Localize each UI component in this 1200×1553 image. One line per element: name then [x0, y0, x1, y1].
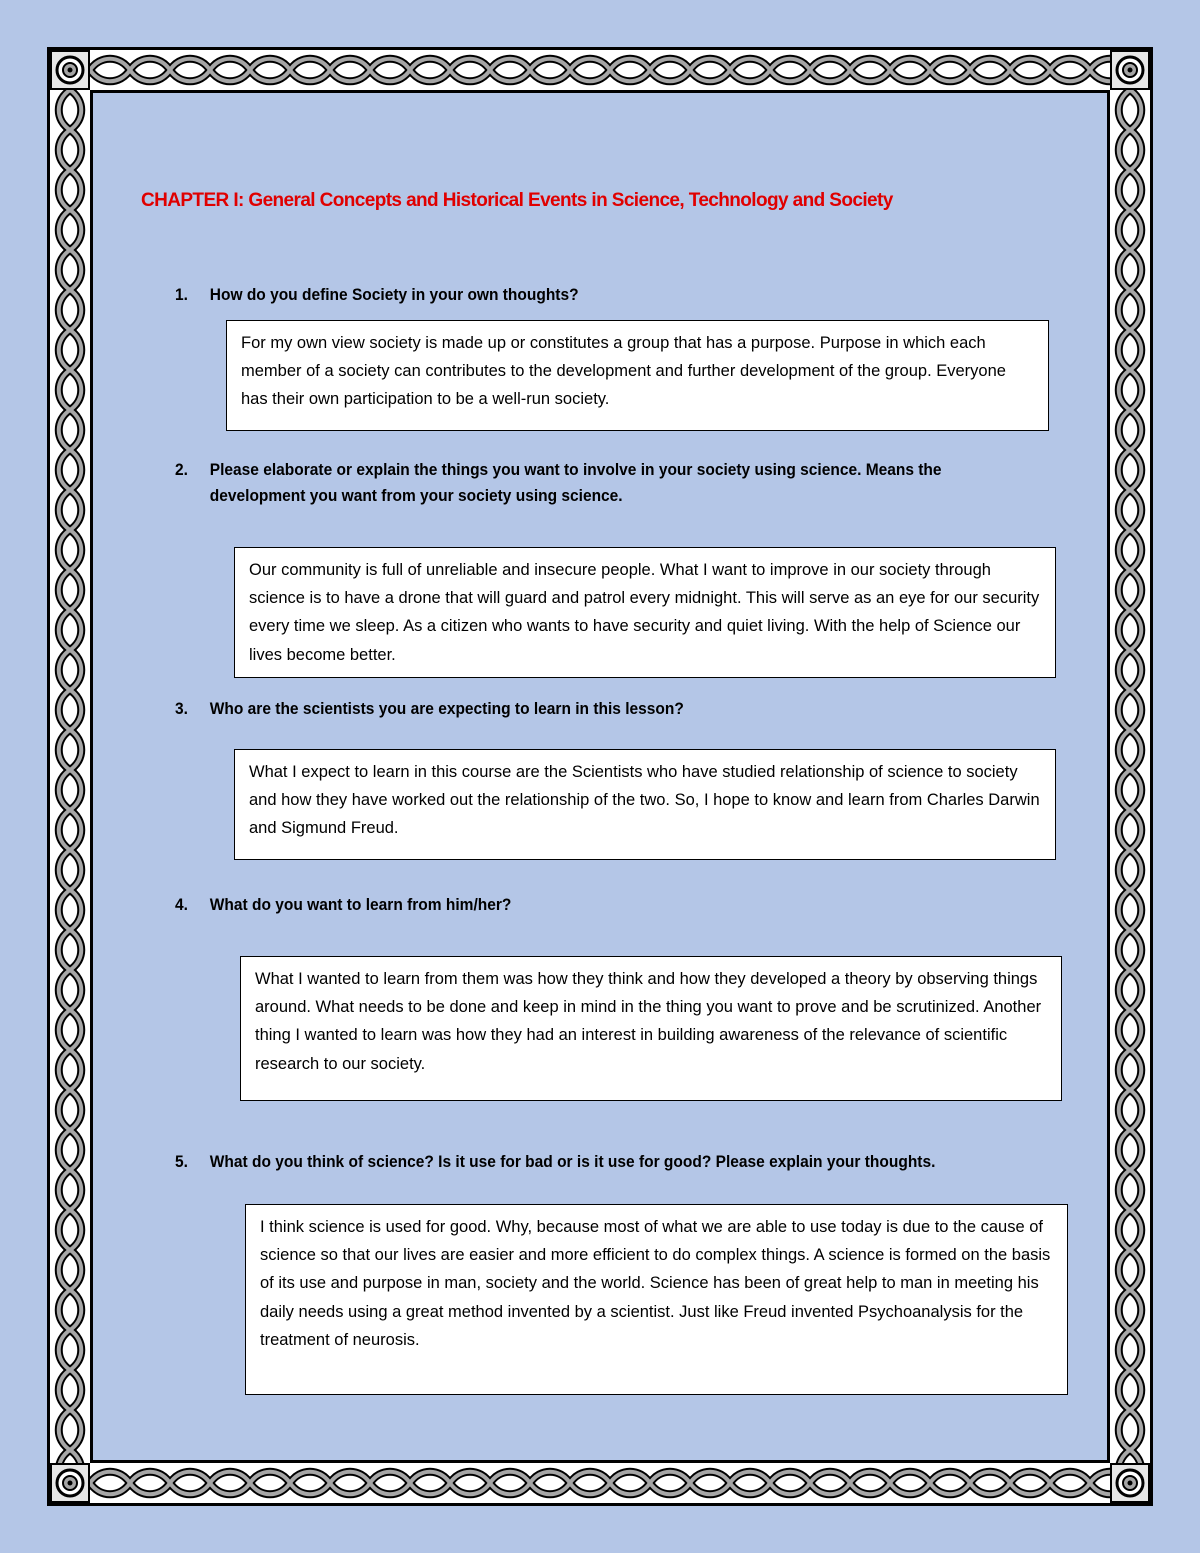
question-number: 5. — [175, 1153, 188, 1171]
border-chain-left — [50, 50, 90, 1503]
question-4 — [175, 892, 1002, 918]
question-text: How do you define Society in your own thoughts? — [209, 286, 579, 304]
question-text: Please elaborate or explain the things you want to involve in your society using science. Means the development you want from your society using science. — [209, 461, 942, 505]
question-1 — [175, 282, 1002, 308]
answer-box-5: I think science is used for good. Why, because most of what we are able to use today is due to the cause of science so that our lives are easier and more efficient to do complex things. A science is formed on the basis of its use and purpose in man, society and the world. Science has been of great help to man in meeting his daily needs using a great method invented by a scientist. Just like Freud invented Psychoanalysis for the treatment of neurosis. — [245, 1204, 1068, 1395]
question-3 — [175, 696, 1002, 722]
question-text: What do you think of science? Is it use for bad or is it use for good? Please explain your thoughts. — [209, 1153, 936, 1171]
corner-ornament-icon — [1110, 1463, 1150, 1503]
border-chain-top — [50, 50, 1150, 90]
answer-box-2: Our community is full of unreliable and insecure people. What I want to improve in our society through science is to have a drone that will guard and patrol every midnight. This will serve as an eye for our security every time we sleep. As a citizen who wants to have security and quiet living. With the help of Science our lives become better. — [234, 547, 1056, 678]
question-number: 4. — [175, 896, 188, 914]
question-5 — [175, 1149, 1002, 1175]
border-chain-bottom — [50, 1463, 1150, 1503]
answer-box-4: What I wanted to learn from them was how they think and how they developed a theory by observing things around. What needs to be done and keep in mind in the thing you want to prove and be scrutinized. Another thing I wanted to learn was how they had an interest in building awareness of the relevance of scientific research to our society. — [240, 956, 1062, 1101]
corner-ornament-icon — [50, 50, 90, 90]
chapter-title: CHAPTER I: General Concepts and Historical Events in Science, Technology and Society — [141, 190, 893, 211]
corner-ornament-icon — [1110, 50, 1150, 90]
question-number: 3. — [175, 700, 188, 718]
question-2 — [175, 457, 1002, 509]
question-number: 2. — [175, 461, 188, 479]
answer-box-1: For my own view society is made up or constitutes a group that has a purpose. Purpose in which each member of a society can contributes to the development and further development of the group. Everyone has their own participation to be a well-run society. — [226, 320, 1049, 431]
corner-ornament-icon — [50, 1463, 90, 1503]
border-chain-right — [1110, 50, 1150, 1503]
question-number: 1. — [175, 286, 188, 304]
question-text: What do you want to learn from him/her? — [209, 896, 512, 914]
answer-box-3: What I expect to learn in this course are the Scientists who have studied relationship of science to society and how they have worked out the relationship of the two. So, I hope to know and learn from Charles Darwin and Sigmund Freud. — [234, 749, 1056, 860]
question-text: Who are the scientists you are expecting to learn in this lesson? — [209, 700, 684, 718]
